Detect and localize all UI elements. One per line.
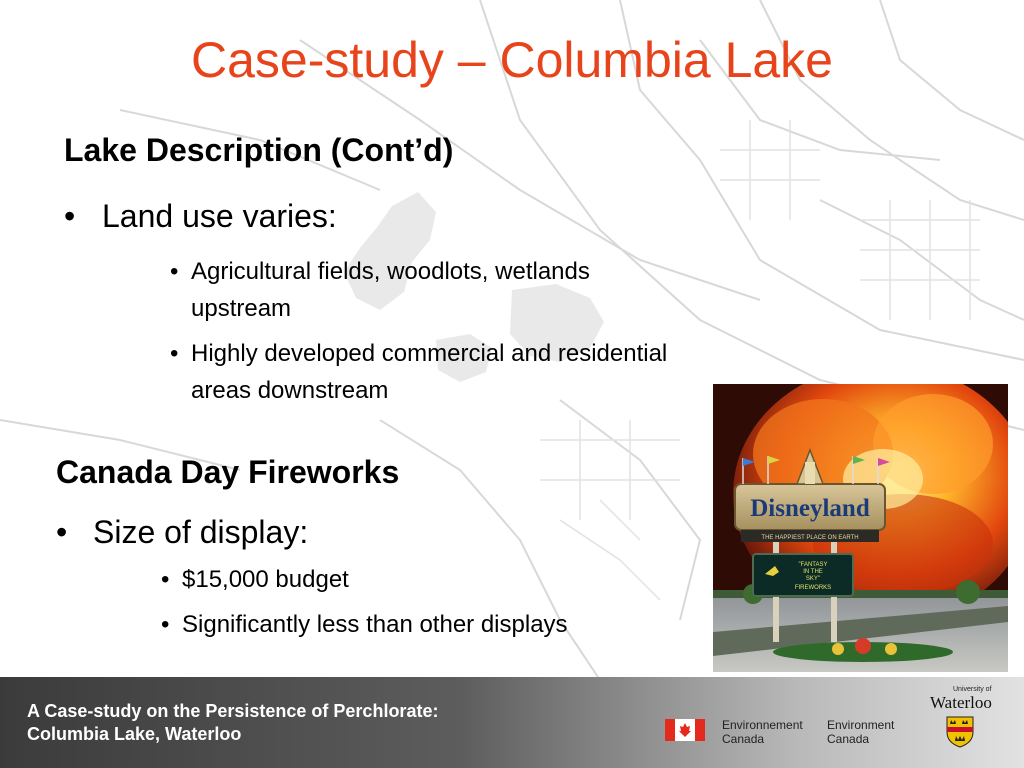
disneyland-sign-text: Disneyland (750, 495, 870, 522)
university-of-label: University of (953, 686, 992, 693)
lake-description-heading: Lake Description (Cont’d) (64, 132, 454, 168)
sub-bullet-downstream-line2: areas downstream (191, 377, 389, 404)
disneyland-illustration (713, 384, 1008, 672)
sub-bullet-upstream-line2: upstream (191, 295, 292, 322)
bullet-marker: • (161, 611, 170, 638)
environment-canada-en (827, 718, 894, 746)
footer-line2: Columbia Lake, Waterloo (27, 724, 242, 744)
env-fr-line1: Environnement (722, 718, 803, 732)
bullet-marker: • (64, 198, 76, 234)
waterloo-wordmark: Waterloo (930, 693, 992, 712)
university-crest-icon (946, 716, 974, 748)
sub-bullet-comparison-text: Significantly less than other displays (182, 611, 568, 638)
env-en-line1: Environment (827, 718, 895, 732)
sub-bullet-downstream-line1: Highly developed commercial and residential (191, 340, 668, 367)
marquee-line2: IN THE (803, 569, 823, 575)
canada-flag-icon (665, 719, 705, 741)
slide-title: Case-study – Columbia Lake (191, 32, 833, 88)
bullet-marker: • (170, 258, 179, 285)
disneyland-photo (713, 384, 1008, 672)
env-en-line2: Canada (827, 732, 870, 746)
marquee-line4: FIREWORKS (794, 585, 832, 591)
footer-line1: A Case-study on the Persistence of Perchlorate: (27, 701, 439, 721)
env-fr-line2: Canada (722, 732, 765, 746)
display-size-text: Size of display: (93, 514, 309, 550)
bullet-marker: • (161, 566, 170, 593)
footer-title (27, 700, 438, 746)
land-use-text: Land use varies: (102, 198, 337, 234)
bullet-marker: • (170, 340, 179, 367)
sub-bullet-budget-text: $15,000 budget (182, 566, 349, 593)
marquee-line1: "FANTASY (798, 562, 828, 568)
sub-bullet-upstream (170, 256, 830, 322)
disneyland-sign-subtext: THE HAPPIEST PLACE ON EARTH (761, 535, 859, 541)
fireworks-heading: Canada Day Fireworks (56, 454, 400, 490)
sub-bullet-upstream-line1: Agricultural fields, woodlots, wetlands (191, 258, 590, 285)
bullet-marker: • (56, 514, 68, 550)
environnement-canada-fr (722, 718, 803, 746)
marquee-line3: SKY" (805, 576, 821, 582)
